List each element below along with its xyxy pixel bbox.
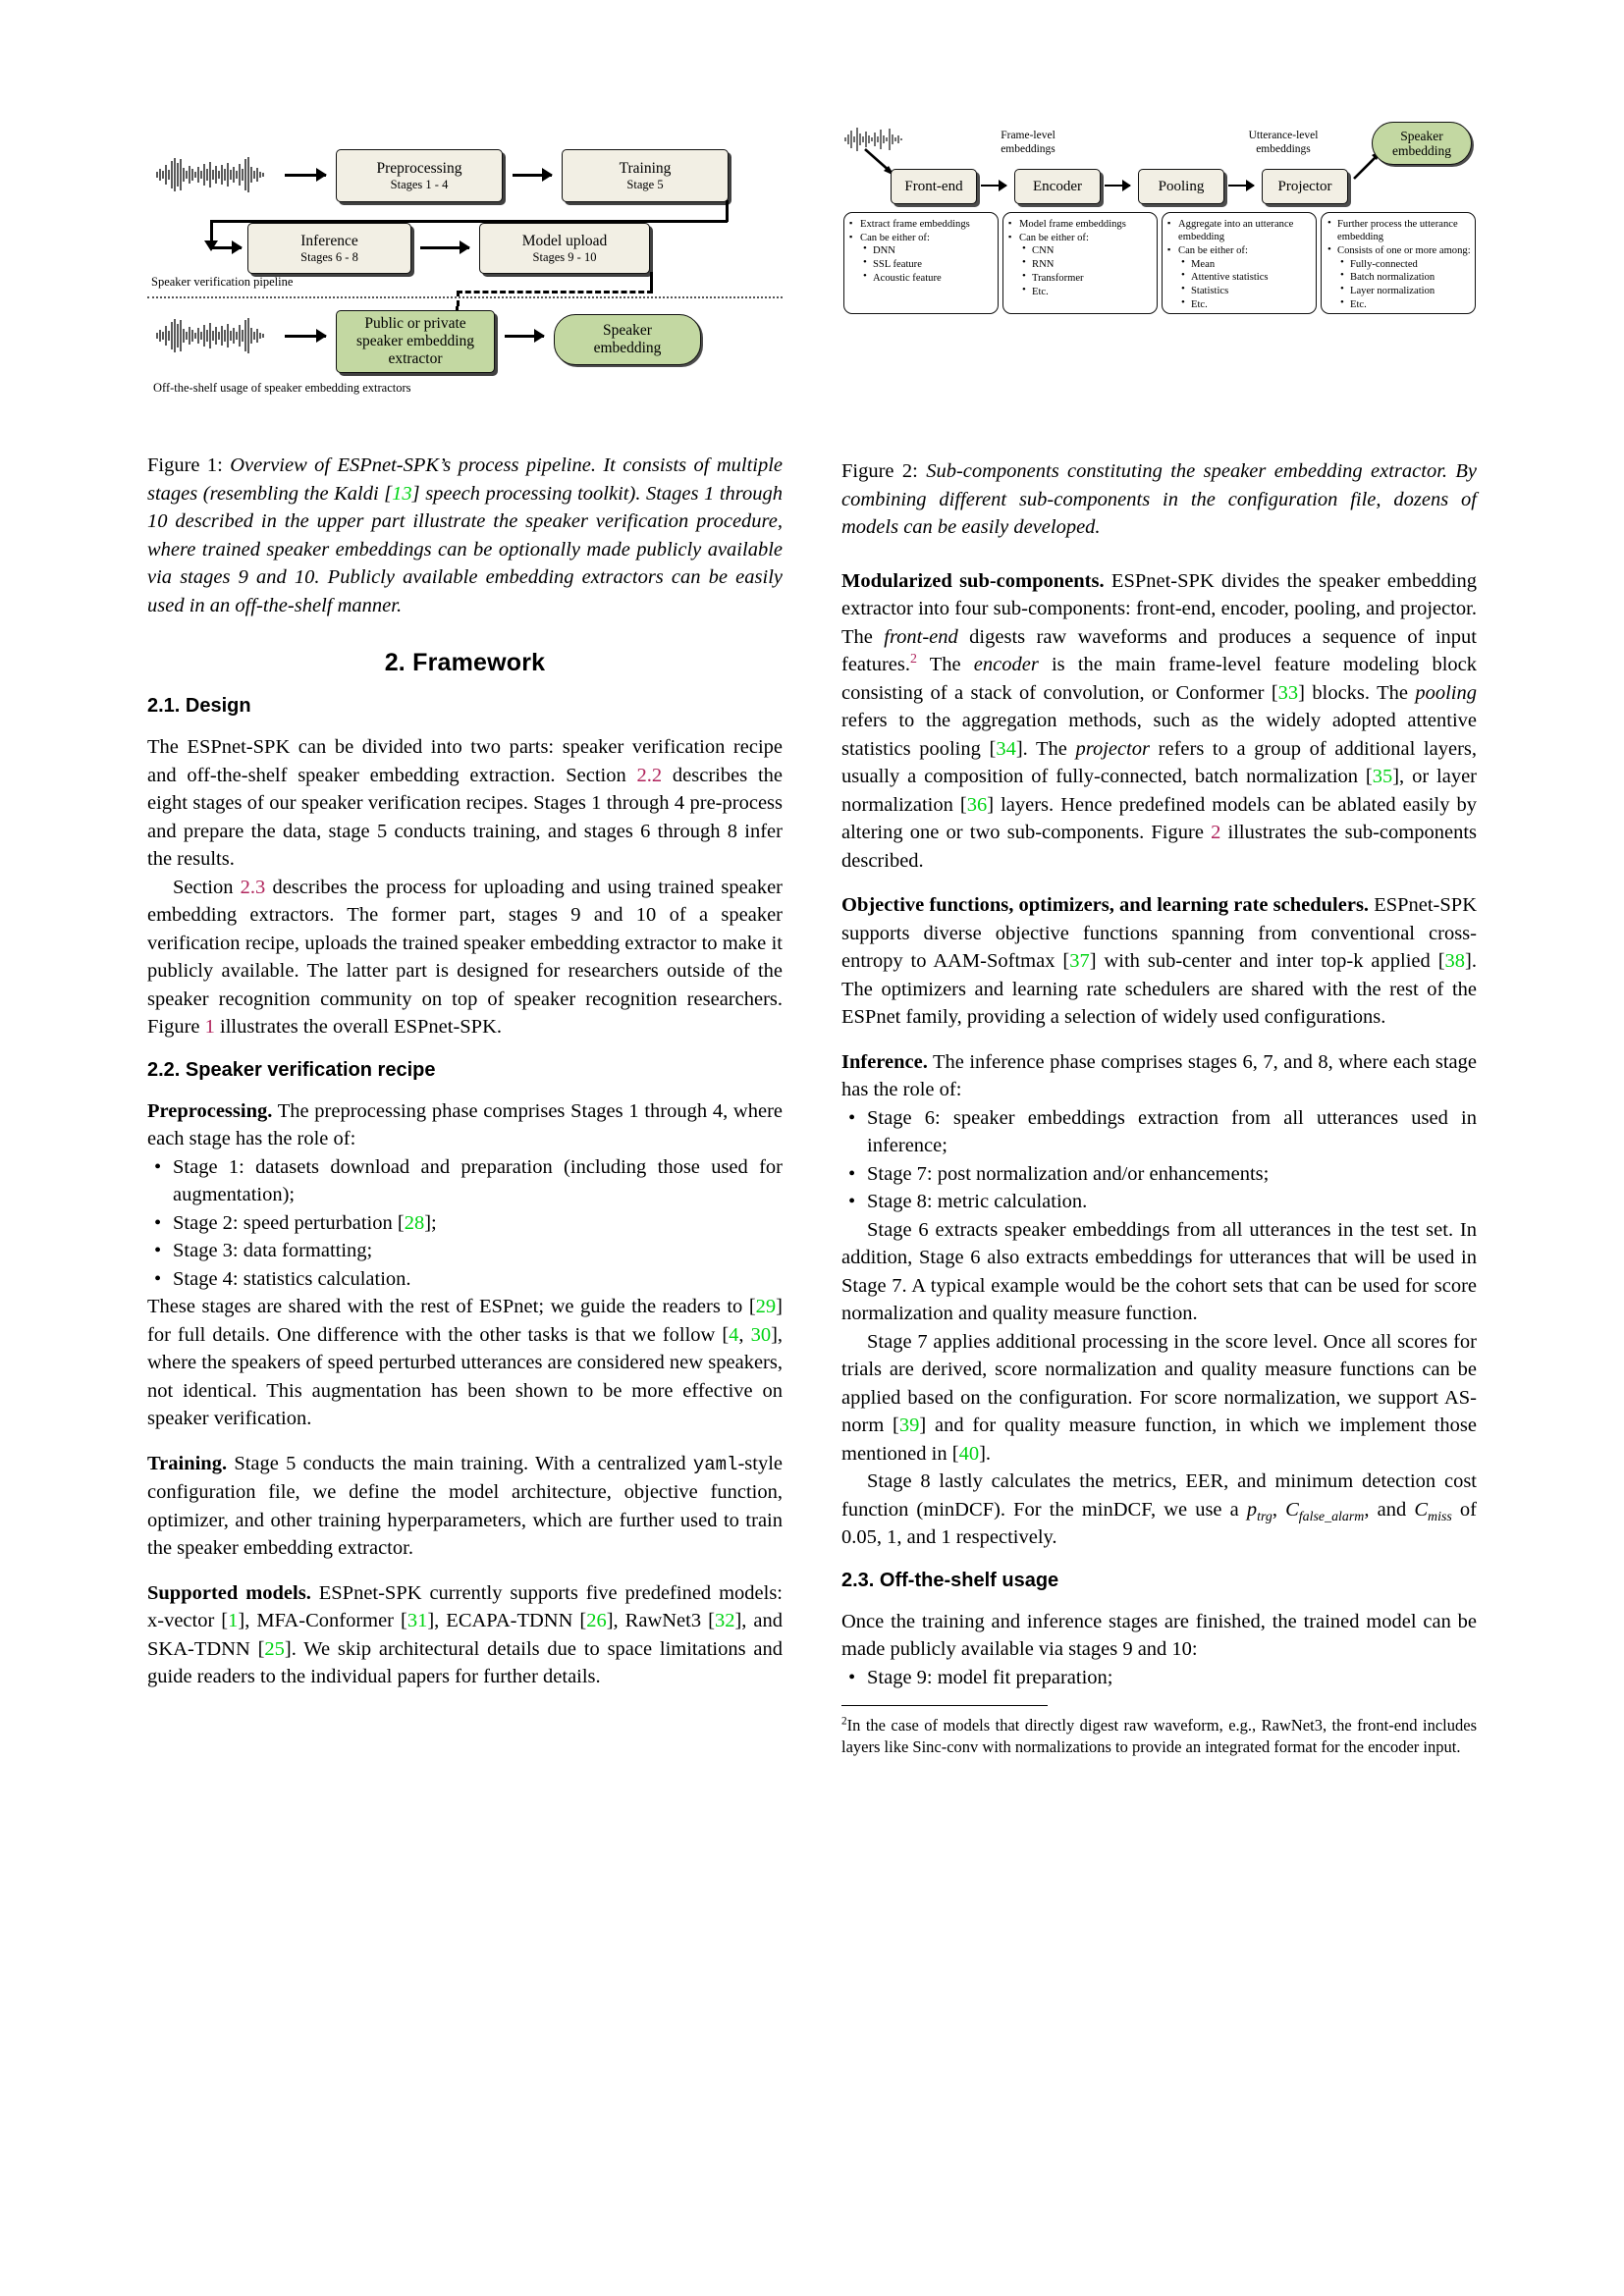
box-encoder [1014, 169, 1101, 204]
list-item: ▪ Can be either of: [849, 232, 994, 244]
subsection-heading-offtheshelf: 2.3. Off-the-shelf usage [841, 1569, 1059, 1591]
list-item: • Etc. [1181, 298, 1312, 311]
list-item: • CNN [1022, 244, 1153, 257]
box-preprocessing [336, 149, 503, 202]
panel-4-list [1326, 218, 1471, 257]
list-item: • Mean [1181, 258, 1312, 271]
list-item: • Consists of one or more among: [1326, 244, 1471, 257]
utterance-level-line2: embeddings [1256, 142, 1311, 155]
list-item: • Batch normalization [1340, 271, 1471, 284]
symbol-ptrg-base: p [1246, 1498, 1258, 1521]
modular-citation-33[interactable]: 33 [1277, 681, 1299, 704]
box-encoder-label: Encoder [1033, 178, 1082, 194]
list-item: • Stage 8: metric calculation. [841, 1188, 1477, 1216]
list-item [147, 1209, 783, 1238]
modular-runin: Modularized sub-components. [841, 569, 1105, 592]
supported-runin: Supported models. [147, 1581, 311, 1604]
stage8-sep1: , [1272, 1498, 1286, 1521]
symbol-ptrg-sub: trg [1257, 1509, 1272, 1524]
supported-b: ], MFA-Conformer [ [238, 1610, 407, 1631]
spacer [841, 875, 1477, 891]
modular-i: ], or layer normalization [ [841, 766, 1477, 816]
supported-a: ESPnet-SPK currently supports five predefined models: x-vector [ [147, 1581, 784, 1631]
box-speaker-embedding-line1: Speaker [603, 322, 652, 339]
box-training-title: Training [619, 159, 672, 177]
supported-citation-25[interactable]: 25 [264, 1637, 285, 1660]
objective-a: ESPnet-SPK supports diverse objective functions spanning from conventional cross-entropy to AAM-Softmax [ [841, 894, 1477, 972]
modular-e: ] blocks. The [1298, 681, 1416, 704]
frame-level-line2: embeddings [1001, 142, 1056, 155]
design-p2-xref[interactable]: 2.3 [240, 876, 266, 898]
footnote-marker-inline[interactable]: 2 [910, 652, 917, 667]
offtheshelf-stage-list [841, 1664, 1477, 1692]
figure-2-caption-text: Sub-components constituting the speaker embedding extractor. By combining different sub-components in the configuration file, dozens of models can be easily developed. [841, 460, 1478, 538]
stage7-c: ]. [979, 1442, 992, 1465]
arrow-preprocessing-to-training [513, 174, 552, 177]
modular-b: digests raw waveforms and produces a sequence of input features. [841, 625, 1477, 675]
box-training-sub: Stage 5 [626, 177, 664, 191]
preprocessing-runin: Preprocessing. [147, 1099, 273, 1122]
list-item: • RNN [1022, 258, 1153, 271]
box-projector [1262, 169, 1348, 204]
spacer [841, 1032, 1477, 1048]
objective-citation-37[interactable]: 37 [1069, 950, 1090, 972]
symbol-cfalsealarm-base: C [1285, 1498, 1299, 1521]
box-pooling [1138, 169, 1224, 204]
supported-citation-26[interactable]: 26 [586, 1610, 607, 1631]
label-frame-level-embeddings [969, 130, 1087, 156]
modular-it-encoder: encoder [973, 654, 1039, 675]
footnote-text: In the case of models that directly digest raw waveform, e.g., RawNet3, the front-end includes layers like Sinc-conv with normalizations to provide an integrated format for the encoder input. [841, 1716, 1477, 1757]
supported-citation-1[interactable]: 1 [228, 1610, 239, 1631]
list-item [147, 1237, 783, 1265]
modular-d: is the main frame-level feature modeling block consisting of a stack of convolution, or Conformer [ [841, 654, 1477, 704]
utterance-level-line1: Utterance-level [1248, 130, 1319, 141]
line-training-down [726, 200, 729, 222]
stage4-text: Stage 4: statistics calculation. [173, 1267, 411, 1290]
training-mono: yaml [692, 1453, 738, 1475]
symbol-cmiss [1414, 1498, 1452, 1524]
box-model-upload [479, 223, 650, 274]
paragraph-stage6: Stage 6 extracts speaker embeddings from all utterances in the test set. In addition, Stage 6 also extracts embeddings for utterances that will be used in Stage 7. A typical example would be the cohort sets that can be used for score normalization and quality measure function. [841, 1218, 1477, 1324]
design-p1-b: describes the eight stages of our speaker verification recipes. Stages 1 through 4 pre-process and prepare the data, stage 5 conducts training, and stages 6 through 8 infer the results. [147, 764, 783, 870]
modular-j: ] layers. Hence predefined models can be ablated easily by altering one or two sub-components. Figure [841, 793, 1477, 843]
stage7-a: Stage 7 applies additional processing in the score level. Once all scores for trials are derived, score normalization and quality measure functions can be applied based on the configuration. For score normalization, we support AS-norm [ [841, 1330, 1477, 1436]
panel-projector-details [1321, 212, 1476, 314]
box-model-upload-sub: Stages 9 - 10 [532, 249, 597, 264]
panel-2-list [1008, 218, 1153, 244]
stage1-text: Stage 1: datasets download and preparation (including those used for augmentation); [173, 1155, 783, 1205]
panel-4-sublist [1340, 258, 1471, 311]
line-upload-stub [650, 272, 653, 292]
arrow-into-inference [210, 220, 213, 249]
figure-1 [147, 118, 783, 442]
list-item [147, 1265, 783, 1294]
list-item [147, 1153, 783, 1209]
symbol-ptrg [1246, 1498, 1272, 1524]
box-preprocessing-title: Preprocessing [376, 159, 462, 177]
footnote [841, 1715, 1477, 1758]
design-p2-b: describes the process for uploading and using trained speaker embedding extractors. The former part, stages 9 and 10 of a speaker verification recipe, uploads the trained speaker embedding extractor to make it publicly available. The latter part is designed for researchers outside of the speaker recognition community on top of speaker recognition researchers. Figure [147, 876, 783, 1038]
supported-c: ], ECAPA-TDNN [ [427, 1610, 587, 1631]
box-training [562, 149, 729, 202]
output-embedding-line1: Speaker [1400, 128, 1443, 143]
arrow-encoder-to-pooling [1105, 185, 1130, 187]
paragraph-objective-functions [841, 891, 1477, 1032]
arrow-extractor-to-embedding [505, 335, 544, 338]
panel-3-sublist [1181, 258, 1312, 311]
design-p1-a: The ESPnet-SPK can be divided into two parts: speaker verification recipe and off-the-shelf speaker embedding extraction. Section [147, 736, 783, 786]
arrow-wave-to-preprocessing [285, 174, 326, 177]
left-column [147, 118, 783, 1758]
training-a: Stage 5 conducts the main training. With a centralized [227, 1452, 693, 1474]
modular-h: refers to a group of additional layers, usually a composition of fully-connected, batch normalization [ [841, 737, 1478, 787]
panel-1-sublist [863, 244, 994, 285]
shared-citation-29[interactable]: 29 [755, 1296, 777, 1317]
stage7-citation-40[interactable]: 40 [958, 1442, 980, 1465]
supported-e: ], and SKA-TDNN [ [147, 1610, 783, 1660]
figure-2-caption [841, 457, 1477, 542]
symbol-cfalsealarm [1285, 1498, 1365, 1524]
spacer [147, 1433, 783, 1450]
modular-a: ESPnet-SPK divides the speaker embedding extractor into four sub-components: front-end, encoder, pooling, and projector. The [841, 569, 1477, 648]
list-item: • Transformer [1022, 272, 1153, 285]
modular-citation-35[interactable]: 35 [1372, 766, 1393, 787]
footnote-number: 2 [841, 1715, 847, 1728]
panel-1-list [849, 218, 994, 244]
right-column [841, 118, 1477, 1758]
list-item: ▪ Can be either of: [1008, 232, 1153, 244]
stage7-citation-39[interactable]: 39 [898, 1415, 920, 1436]
inference-text: The inference phase comprises stages 6, 7, and 8, where each stage has the role of: [841, 1050, 1477, 1100]
list-item: • Statistics [1181, 285, 1312, 297]
shared-citation-4[interactable]: 4 [729, 1323, 739, 1346]
box-front-end [891, 169, 977, 204]
symbol-cmiss-base: C [1414, 1498, 1429, 1521]
list-item: • Layer normalization [1340, 285, 1471, 297]
figure-2 [841, 118, 1477, 412]
label-offtheshelf-usage: Off-the-shelf usage of speaker embedding extractors [153, 381, 411, 395]
divider-dotted [147, 296, 783, 298]
box-inference-sub: Stages 6 - 8 [300, 249, 358, 264]
list-item: • DNN [863, 244, 994, 257]
shared-citation-30[interactable]: 30 [750, 1323, 772, 1346]
list-item: • SSL feature [863, 258, 994, 271]
shared-d: ], where the speakers of speed perturbed utterances are considered new speakers, not identical. This augmentation has been shown to be more effective on speaker verification. [147, 1323, 784, 1429]
panel-pooling-details [1162, 212, 1317, 314]
paragraph-design-1 [147, 733, 783, 874]
spacer [147, 1563, 783, 1579]
inference-stage-list [841, 1104, 1477, 1216]
panel-2-sublist [1022, 244, 1153, 297]
list-item: • Stage 9: model fit preparation; [841, 1664, 1477, 1692]
modular-figref[interactable]: 2 [1211, 822, 1221, 843]
paragraph-design-2 [147, 874, 783, 1041]
box-model-upload-title: Model upload [521, 232, 608, 249]
modular-c: The [916, 654, 974, 675]
paragraph-shared-stages [147, 1293, 783, 1433]
stage2-text-b: ]; [424, 1211, 437, 1234]
list-item: ▪ Model frame embeddings [1008, 218, 1153, 231]
box-extractor [336, 310, 495, 373]
list-item: ▪ Extract frame embeddings [849, 218, 994, 231]
label-utterance-level-embeddings [1219, 130, 1347, 156]
list-item: • Stage 7: post normalization and/or enhancements; [841, 1160, 1477, 1189]
arrow-head-inference [210, 246, 242, 249]
paragraph-stage8 [841, 1468, 1477, 1552]
panel-3-list [1167, 218, 1312, 257]
box-extractor-line2: speaker embedding [355, 333, 475, 349]
frame-level-line1: Frame-level [1001, 130, 1056, 141]
box-extractor-line3: extractor [388, 350, 443, 367]
label-verification-pipeline: Speaker verification pipeline [151, 275, 294, 289]
list-item: • Stage 6: speaker embeddings extraction from all utterances used in inference; [841, 1104, 1477, 1160]
arrow-wave-to-extractor [285, 335, 326, 338]
modular-g: ]. The [1015, 737, 1076, 760]
paper-page [147, 118, 1477, 1758]
symbol-cmiss-sub: miss [1428, 1509, 1452, 1524]
figure-1-caption [147, 452, 783, 619]
dashed-upload-down-h [457, 291, 653, 294]
stage2-text-a: Stage 2: speed perturbation [ [173, 1211, 405, 1234]
design-p2-a: Section [173, 876, 241, 898]
box-speaker-embedding-line2: embedding [593, 340, 662, 356]
supported-citation-31[interactable]: 31 [406, 1610, 428, 1631]
spacer [841, 542, 1477, 567]
preprocessing-text: The preprocessing phase comprises Stages 1 through 4, where each stage has the role of: [147, 1099, 783, 1149]
paragraph-stage7 [841, 1328, 1477, 1468]
waveform-icon-bottom [155, 316, 273, 355]
section-heading-framework: 2. Framework [384, 649, 546, 676]
box-preprocessing-sub: Stages 1 - 4 [390, 177, 449, 191]
paragraph-preprocessing [147, 1097, 783, 1153]
modular-k: illustrates the sub-components described. [841, 822, 1478, 872]
box-inference [247, 223, 411, 274]
panel-encoder-details [1002, 212, 1158, 314]
design-p1-xref[interactable]: 2.2 [636, 764, 663, 786]
output-embedding-line2: embedding [1392, 143, 1451, 158]
stage7-b: ] and for quality measure function, in which we implement those mentioned in [ [841, 1415, 1477, 1465]
paragraph-training [147, 1450, 783, 1563]
arrow-frontend-to-encoder [981, 185, 1006, 187]
box-output-speaker-embedding [1372, 122, 1472, 165]
objective-b: ] with sub-center and inter top-k applied [ [1089, 950, 1445, 972]
modular-citation-36[interactable]: 36 [966, 793, 988, 816]
symbol-cfalsealarm-sub: false_alarm [1298, 1509, 1365, 1524]
box-projector-label: Projector [1277, 178, 1332, 194]
training-runin: Training. [147, 1452, 228, 1474]
supported-d: ], RawNet3 [ [606, 1610, 715, 1631]
inference-runin: Inference. [841, 1050, 928, 1073]
box-extractor-line1: Public or private [364, 315, 466, 332]
panel-front-end-details [843, 212, 999, 314]
list-item: • Further process the utterance embedding [1326, 218, 1471, 243]
box-pooling-label: Pooling [1158, 178, 1205, 194]
modular-it-frontend: front-end [884, 625, 958, 648]
supported-citation-32[interactable]: 32 [714, 1610, 735, 1631]
objective-c: ]. The optimizers and learning rate schedulers are shared with the rest of the ESPnet family, providing a selection of widely used configurations. [841, 950, 1477, 1028]
paragraph-inference [841, 1048, 1477, 1104]
list-item: • Etc. [1340, 298, 1471, 311]
shared-b: ] for full details. One difference with the other tasks is that we follow [ [147, 1296, 783, 1346]
modular-it-projector: projector [1075, 737, 1151, 760]
list-item: • Attentive statistics [1181, 271, 1312, 284]
footnote-rule [841, 1705, 1048, 1706]
list-item: ▪ Aggregate into an utterance embedding [1167, 218, 1312, 243]
design-p2-figref[interactable]: 1 [204, 1016, 215, 1038]
list-item: • Etc. [1022, 286, 1153, 298]
figure-1-caption-text-a: Overview of ESPnet-SPK’s process pipeline. It consists of multiple stages (resembling the Kaldi [ [147, 454, 784, 505]
stage8-b: of 0.05, 1, and 1 respectively. [841, 1498, 1477, 1548]
stage8-sep2: , and [1364, 1498, 1415, 1521]
box-front-end-label: Front-end [904, 178, 963, 194]
shared-c: , [738, 1323, 751, 1346]
figure-2-caption-label: Figure 2: [841, 460, 918, 482]
figure-1-caption-citation[interactable]: 13 [392, 482, 412, 505]
objective-runin: Objective functions, optimizers, and learning rate schedulers. [841, 894, 1370, 916]
figure-1-caption-label: Figure 1: [147, 454, 223, 476]
waveform-icon-top [155, 155, 273, 194]
modular-citation-34[interactable]: 34 [996, 737, 1016, 760]
stage2-citation[interactable]: 28 [404, 1211, 425, 1234]
modular-it-pooling: pooling [1415, 681, 1477, 704]
paragraph-supported-models [147, 1579, 783, 1691]
arrow-inference-to-upload [420, 246, 469, 249]
box-inference-title: Inference [300, 232, 358, 249]
stage8-a: Stage 8 lastly calculates the metrics, EER, and minimum detection cost function (minDCF). For the minDCF, we use a [841, 1470, 1477, 1521]
stage3-text: Stage 3: data formatting; [173, 1240, 373, 1261]
subsection-heading-design: 2.1. Design [147, 695, 251, 717]
paragraph-modularized [841, 567, 1477, 876]
list-item: • Fully-connected [1340, 258, 1471, 271]
subsection-heading-recipe: 2.2. Speaker verification recipe [147, 1058, 436, 1081]
design-p2-c: illustrates the overall ESPnet-SPK. [214, 1016, 503, 1038]
training-b: -style configuration file, we define the model architecture, objective function, optimizer, and other training hyperparameters, which are further used to train the speaker embedding extractor. [147, 1452, 783, 1559]
list-item: • Acoustic feature [863, 272, 994, 285]
preprocessing-stage-list [147, 1153, 783, 1294]
arrow-pooling-to-projector [1228, 185, 1254, 187]
box-speaker-embedding [554, 314, 701, 365]
objective-citation-38[interactable]: 38 [1444, 950, 1466, 972]
paragraph-offtheshelf: Once the training and inference stages are finished, the trained model can be made publicly available via stages 9 and 10: [841, 1610, 1477, 1660]
modular-f: refers to the aggregation methods, such as the widely adopted attentive statistics pooling [ [841, 710, 1477, 760]
shared-a: These stages are shared with the rest of ESPnet; we guide the readers to [ [147, 1296, 756, 1317]
figure-1-caption-text-b: ] speech processing toolkit). Stages 1 through 10 described in the upper part illustrate the speaker verification procedure, where trained speaker embeddings can be optionally made publicly available via stages 9 and 10. Publicly available embedding extractors can be easily used in an off-the-shelf manner. [147, 482, 783, 616]
list-item: ▪ Can be either of: [1167, 244, 1312, 257]
supported-f: ]. We skip architectural details due to space limitations and guide readers to the individual papers for further details. [147, 1637, 783, 1687]
